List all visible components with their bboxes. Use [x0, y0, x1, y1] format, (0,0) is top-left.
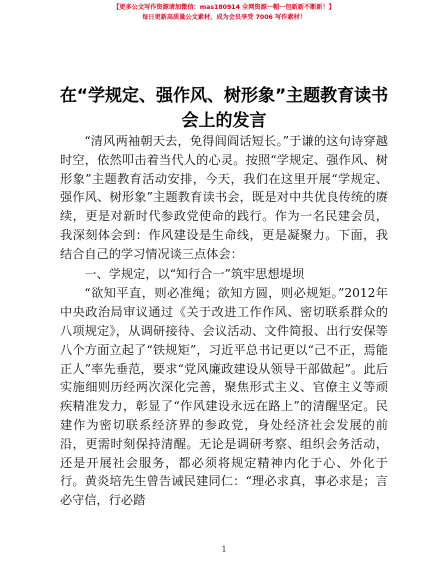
paragraph-intro: “清风两袖朝天去，免得闾阎话短长。”于谦的这句诗穿越时空，依然叩击着当代人的心灵。按照“学规定、强作风、树形象”主题教育活动安排，今天，我们在这里开展“学规定、强作风、树形象”主题教育读书会，既是对中共优良传统的赓续，更是对新时代参政党使命的践行。作为一名民建会员，我深刻体会到：作风建设是生命线，更是凝聚力。下面，我结合自己的学习情况谈三点体会：	[60, 134, 388, 261]
promo-banner	[0, 3, 448, 23]
paragraph-section-1: “欲知平直，则必准绳；欲知方圆，则必规矩。”2012年中央政治局审议通过《关于改进工作作风、密切联系群众的八项规定》，从调研接待、会议活动、文件简报、出行安保等八个方面立起了“铁规矩”，习近平总书记更以“己不正，焉能正人”率先垂范，要求“党风廉政建设从领导干部做起”。此后实施细则历经两次深化完善，聚焦形式主义、官僚主义等顽疾精准发力，彰显了“作风建设永远在路上”的清醒坚定。民建作为密切联系经济界的参政党，身处经济社会发展的前沿，更需时刻保持清醒。无论是调研考察、组织会务活动，还是开展社会服务，都必须将规定精神内化于心、外化于行。黄炎培先生曾告诫民建同仁：“理必求真，事必求是；言必守信，行必踏	[60, 286, 388, 508]
promo-banner-line-1: 【更多公文写作资源请加微信：mas180914 全网资源一帽一包新新不断新！】	[113, 4, 335, 11]
section-heading-1: 一、学规定，以“知行合一”筑牢思想堤坝	[84, 266, 305, 281]
document-body	[60, 132, 388, 510]
page-number: 1	[221, 545, 227, 554]
document-title-line-1: 在“学规定、强作风、树形象”主题教育读书	[59, 86, 389, 106]
promo-banner-line-2: 每日更新高质量公文素材，成为会员享受 7006 写作素材！	[142, 14, 306, 21]
document-title-line-2: 会上的发言	[181, 111, 267, 131]
document-title	[40, 84, 408, 134]
